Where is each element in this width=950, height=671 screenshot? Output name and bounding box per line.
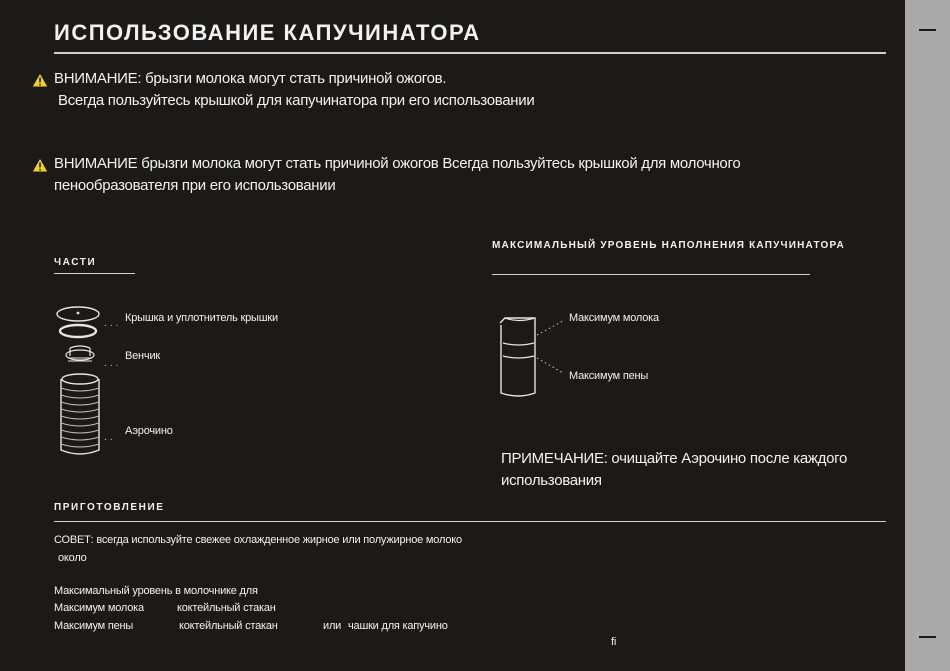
aeroccino-parts-illustration <box>50 300 120 460</box>
parts-rule <box>54 273 135 274</box>
parts-heading: ЧАСТИ <box>54 257 97 268</box>
max-level-rule <box>492 274 810 275</box>
milk-row-label: Максимум молока <box>54 602 144 614</box>
svg-text:. . .: . . . <box>104 319 119 329</box>
foam-row-label: Максимум пены <box>54 620 134 632</box>
warning-1-line-1: ВНИМАНИЕ: брызги молока могут стать причиной ожогов. <box>54 70 447 87</box>
whisk-label: Венчик <box>125 350 161 362</box>
max-level-jug-illustration <box>495 315 570 400</box>
max-level-heading: МАКСИМАЛЬНЫЙ УРОВЕНЬ НАПОЛНЕНИЯ КАПУЧИНАТОРА <box>492 240 845 251</box>
page-title: ИСПОЛЬЗОВАНИЕ КАПУЧИНАТОРА <box>54 20 481 45</box>
side-strip-bottom-dash <box>919 636 936 638</box>
preparation-rule <box>54 521 886 522</box>
note-line-1: ПРИМЕЧАНИЕ: очищайте Аэрочино после каждого <box>501 450 848 467</box>
page-marker: fi <box>611 636 617 648</box>
tip-line-2: около <box>58 552 87 564</box>
warning-2-line-2: пенообразователя при его использовании <box>54 177 336 194</box>
foam-row-cups: чашки для капучино <box>348 620 448 632</box>
tip-line-1: СОВЕТ: всегда используйте свежее охлажденное жирное или полужирное молоко <box>54 534 462 546</box>
foam-row-or: или <box>323 620 342 632</box>
milk-row-value: коктейльный стакан <box>177 602 276 614</box>
svg-text:. . .: . . . <box>104 359 119 369</box>
side-strip <box>905 0 950 671</box>
warning-1-line-2: Всегда пользуйтесь крышкой для капучинатора при его использовании <box>58 92 535 109</box>
side-strip-top-dash <box>919 29 936 31</box>
lid-label: Крышка и уплотнитель крышки <box>125 312 278 324</box>
max-foam-label: Максимум пены <box>569 370 649 382</box>
preparation-heading: ПРИГОТОВЛЕНИЕ <box>54 502 165 513</box>
level-intro: Максимальный уровень в молочнике для <box>54 585 258 597</box>
warning-icon <box>31 72 49 88</box>
note-line-2: использования <box>501 472 602 489</box>
jug-label: Аэрочино <box>125 425 173 437</box>
foam-row-value: коктейльный стакан <box>179 620 278 632</box>
warning-2-line-1: ВНИМАНИЕ брызги молока могут стать причиной ожогов Всегда пользуйтесь крышкой для молочного <box>54 155 741 172</box>
title-rule <box>54 52 886 54</box>
warning-icon <box>31 157 49 173</box>
svg-text:. .: . . <box>104 433 113 443</box>
max-milk-label: Максимум молока <box>569 312 659 324</box>
